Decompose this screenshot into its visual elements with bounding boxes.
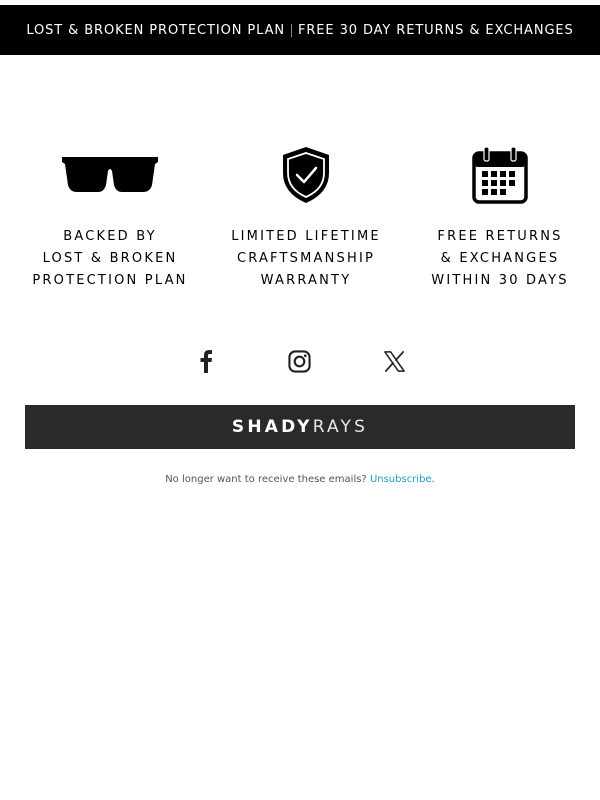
- feature-line: LOST & BROKEN: [42, 251, 178, 266]
- brand-name-rays: RAYS: [312, 417, 369, 437]
- announcement-protection: LOST & BROKEN PROTECTION PLAN: [26, 22, 285, 38]
- announcement-returns: FREE 30 DAY RETURNS & EXCHANGES: [298, 22, 574, 38]
- feature-line: FREE RETURNS: [437, 229, 563, 244]
- footer: [0, 474, 600, 485]
- feature-protection-plan: [20, 135, 200, 292]
- footer-period: .: [431, 474, 435, 485]
- feature-warranty-text: [216, 226, 396, 292]
- feature-line: WARRANTY: [260, 273, 352, 288]
- instagram-link[interactable]: [284, 346, 314, 376]
- feature-returns-text: [410, 226, 590, 292]
- shield-check-icon: [216, 135, 396, 215]
- brand-bar[interactable]: [25, 405, 575, 449]
- sunglasses-icon: [20, 135, 200, 215]
- feature-line: CRAFTSMANSHIP: [236, 251, 376, 266]
- feature-warranty: [216, 135, 396, 292]
- feature-line: WITHIN 30 DAYS: [431, 273, 569, 288]
- feature-protection-text: [20, 226, 200, 292]
- feature-line: & EXCHANGES: [440, 251, 560, 266]
- x-link[interactable]: [379, 346, 409, 376]
- announcement-divider: [291, 24, 292, 37]
- calendar-icon: [410, 135, 590, 215]
- feature-returns: [410, 135, 590, 292]
- feature-line: LIMITED LIFETIME: [231, 229, 381, 244]
- feature-line: BACKED BY: [63, 229, 157, 244]
- brand-name-shady: SHADY: [231, 417, 313, 437]
- unsubscribe-prompt: No longer want to receive these emails?: [165, 474, 367, 485]
- x-icon: [383, 350, 406, 373]
- instagram-icon: [288, 350, 311, 373]
- facebook-icon: [199, 349, 213, 373]
- unsubscribe-link[interactable]: Unsubscribe: [369, 474, 432, 485]
- facebook-link[interactable]: [191, 346, 221, 376]
- feature-line: PROTECTION PLAN: [32, 273, 188, 288]
- announcement-bar: [0, 5, 600, 55]
